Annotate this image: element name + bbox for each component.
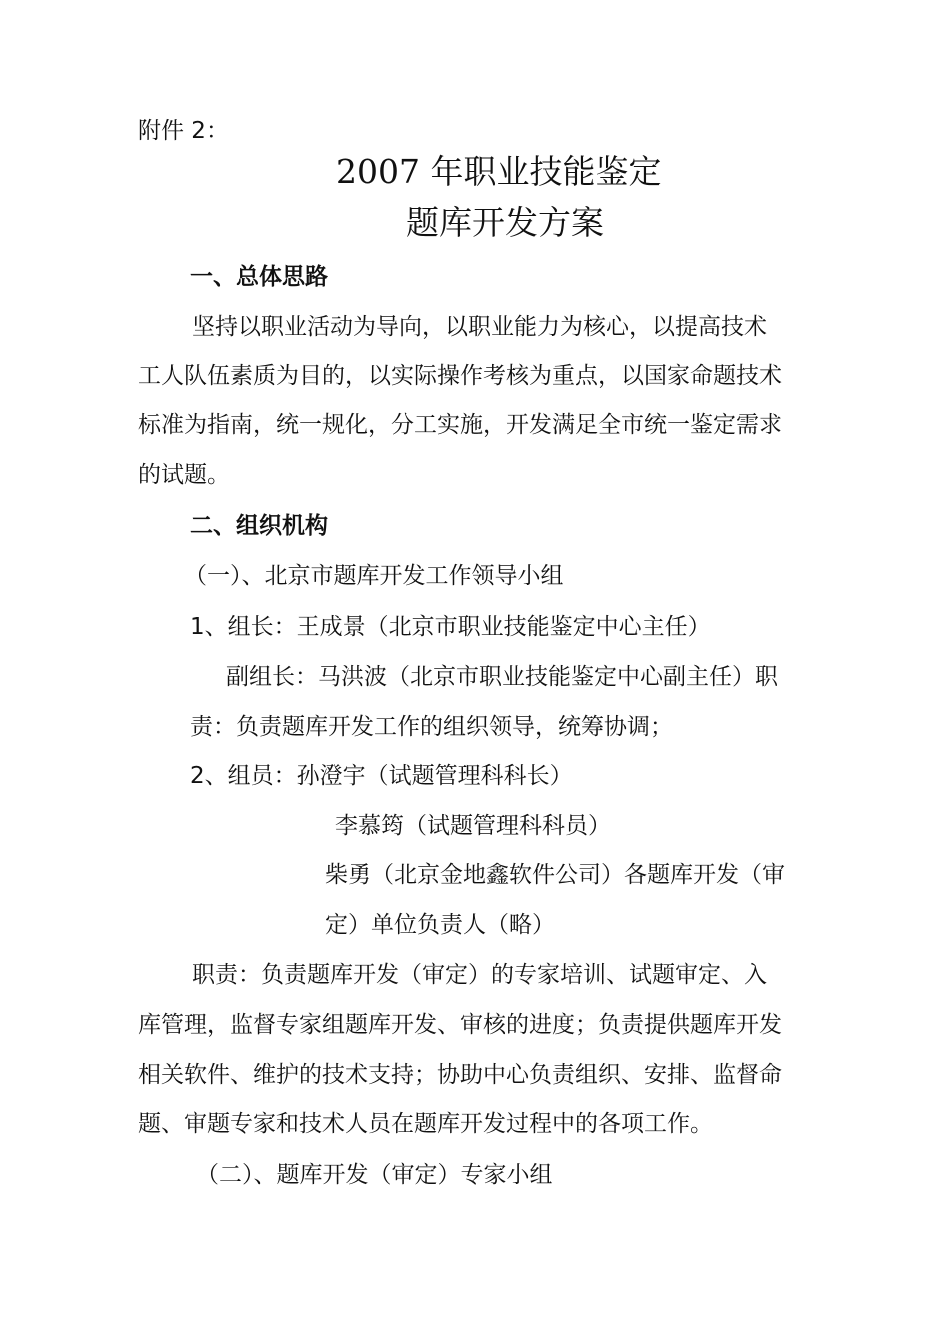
deputy-line-2: 责：负责题库开发工作的组织领导，统筹协调； bbox=[190, 714, 673, 740]
duty-line: 相关软件、维护的技术支持；协助中心负责组织、安排、监督命 bbox=[138, 1062, 782, 1088]
member-line: 柴勇（北京金地鑫软件公司）各题库开发（审 bbox=[325, 862, 785, 888]
section-1-heading: 一、总体思路 bbox=[190, 264, 328, 290]
duty-line: 职责：负责题库开发（审定）的专家培训、试题审定、入 bbox=[192, 962, 767, 988]
duty-line: 题、审题专家和技术人员在题库开发过程中的各项工作。 bbox=[138, 1111, 713, 1137]
section-2-heading: 二、组织机构 bbox=[190, 513, 328, 539]
leader-line: 1、组长：王成景（北京市职业技能鉴定中心主任） bbox=[190, 614, 711, 640]
attachment-label: 附件 2： bbox=[138, 118, 229, 144]
subsection-1-heading: （一）、北京市题库开发工作领导小组 bbox=[184, 563, 564, 589]
title-line-2: 题库开发方案 bbox=[406, 203, 604, 242]
title-line-1: 2007 年职业技能鉴定 bbox=[336, 152, 662, 191]
deputy-line-1: 副组长：马洪波（北京市职业技能鉴定中心副主任）职 bbox=[226, 664, 778, 690]
member-line: 定）单位负责人（略） bbox=[325, 912, 555, 938]
paragraph-line: 的试题。 bbox=[138, 462, 230, 488]
duty-line: 库管理，监督专家组题库开发、审核的进度；负责提供题库开发 bbox=[138, 1012, 782, 1038]
paragraph-line: 标准为指南，统一规化，分工实施，开发满足全市统一鉴定需求 bbox=[138, 412, 782, 438]
paragraph-line: 坚持以职业活动为导向，以职业能力为核心，以提高技术 bbox=[192, 314, 767, 340]
members-line: 2、组员：孙澄宇（试题管理科科长） bbox=[190, 763, 573, 789]
paragraph-line: 工人队伍素质为目的，以实际操作考核为重点，以国家命题技术 bbox=[138, 363, 782, 389]
member-line: 李慕筠（试题管理科科员） bbox=[335, 813, 611, 839]
subsection-2-heading: （二）、题库开发（审定）专家小组 bbox=[196, 1162, 553, 1188]
